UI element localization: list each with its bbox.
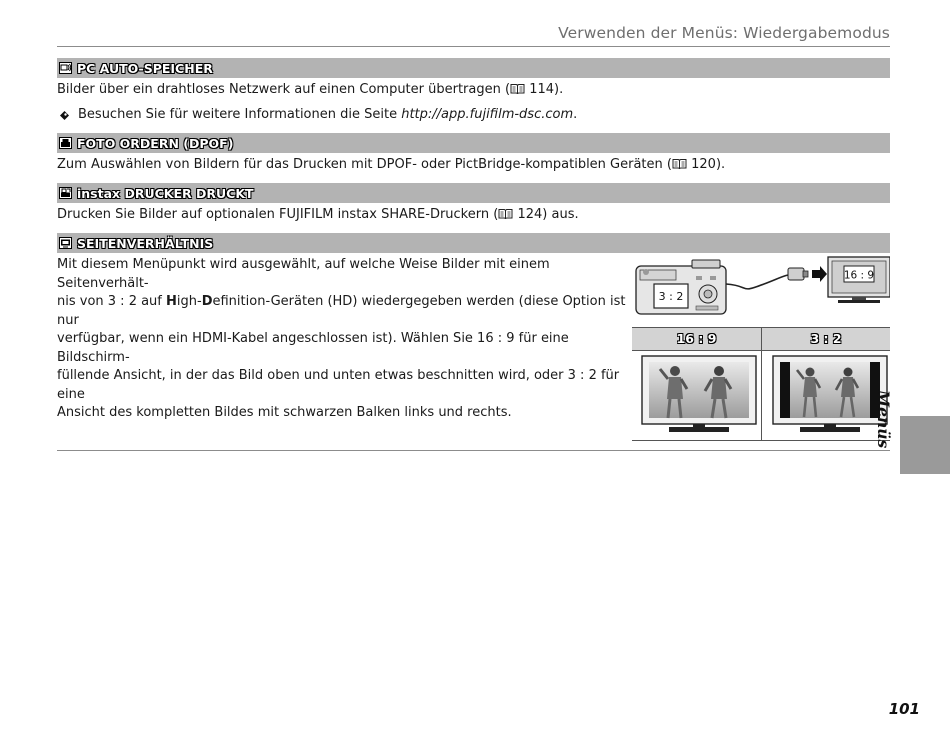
- book-reference-icon: [498, 208, 513, 220]
- header-rule: [57, 46, 890, 47]
- instax-printer-icon: [59, 187, 72, 199]
- tip-icon: [59, 110, 70, 121]
- tv-3-2-illustration: [772, 355, 888, 435]
- pc-auto-save-icon: [59, 62, 72, 74]
- hdmi-cable: [726, 274, 796, 289]
- section-heading-aspect-ratio: [57, 233, 890, 253]
- section-text: Zum Auswählen von Bildern für das Drucken mit DPOF- oder PictBridge-kompatiblen Geräten (: [57, 157, 672, 172]
- note-text: Besuchen Sie für weitere Informationen die Seite: [78, 107, 402, 122]
- paragraph-line: Mit diesem Menüpunkt wird ausgewählt, auf welche Weise Bilder mit einem Seitenverhält-: [57, 257, 550, 291]
- paragraph-line: [57, 293, 627, 330]
- tv-16-9-illustration: [641, 355, 757, 435]
- aspect-ratio-paragraph: [57, 256, 627, 423]
- side-tab: [900, 416, 950, 474]
- tv-screen-label: 16 : 9: [843, 269, 875, 282]
- aspect-ratio-icon: [59, 237, 72, 249]
- side-tab-label: Menüs: [874, 390, 893, 449]
- page-reference: 114: [529, 82, 555, 97]
- book-reference-icon: [510, 83, 525, 95]
- section-heading-pc-auto-save: [57, 58, 890, 78]
- paragraph-text: igh-: [176, 294, 202, 309]
- note-line: [57, 106, 577, 125]
- section-text: Bilder über ein drahtloses Netzwerk auf einen Computer übertragen (: [57, 82, 511, 97]
- section-end-rule: [57, 450, 890, 451]
- section-title: SEITENVERHÄLTNIS: [77, 235, 214, 251]
- arrow-right-icon: [812, 266, 827, 282]
- paragraph-line: verfügbar, wenn ein HDMI-Kabel angeschlossen ist). Wählen Sie 16 : 9 für eine Bildschirm-: [57, 331, 569, 365]
- page-number: 101: [888, 700, 920, 718]
- hdmi-plug: [788, 268, 804, 280]
- section-text: Drucken Sie Bilder auf optionalen FUJIFILM instax SHARE-Druckern (: [57, 207, 499, 222]
- page-reference: 124: [517, 207, 543, 222]
- page-reference: 120: [691, 157, 716, 172]
- section-title: PC AUTO-SPEICHER: [77, 60, 213, 76]
- section-heading-print-order: [57, 133, 890, 153]
- section-text-end: ).: [715, 157, 726, 172]
- paragraph-emphasis: H: [166, 294, 177, 309]
- print-order-icon: [59, 137, 72, 149]
- paragraph-line: Ansicht des kompletten Bildes mit schwarzen Balken links und rechts.: [57, 405, 512, 420]
- aspect-ratio-figure: [632, 254, 890, 442]
- column-header-16-9: 16 : 9: [676, 331, 717, 346]
- camera-hdmi-tv-illustration: [632, 254, 890, 326]
- paragraph-emphasis: D: [201, 294, 213, 309]
- paragraph-line: füllende Ansicht, in der das Bild oben und unten etwas beschnitten wird, oder 3 : 2 für eine: [57, 368, 620, 402]
- section-text-end: ).: [554, 82, 564, 97]
- section-heading-instax-printer: [57, 183, 890, 203]
- section-title-prefix: instax: [77, 185, 121, 201]
- page-header-title: Verwenden der Menüs: Wiedergabemodus: [558, 24, 890, 42]
- section-body-instax-printer: [57, 206, 579, 225]
- note-url: http://app.fujifilm-dsc.com: [401, 107, 574, 122]
- table-bottom-rule: [632, 440, 890, 441]
- camera-icon: [636, 260, 726, 314]
- paragraph-text: nis von 3 : 2 auf: [57, 294, 167, 309]
- note-end: .: [573, 107, 578, 122]
- column-header-3-2: 3 : 2: [810, 331, 842, 346]
- section-title: DRUCKER DRUCKT: [124, 185, 254, 201]
- section-body-pc-auto-save: [57, 81, 563, 100]
- camera-screen-label: 3 : 2: [658, 290, 684, 303]
- section-text-end: ) aus.: [542, 207, 579, 222]
- section-body-print-order: [57, 156, 725, 175]
- section-title: FOTO ORDERN (DPOF): [77, 135, 234, 151]
- table-divider: [761, 327, 762, 441]
- book-reference-icon: [672, 158, 687, 170]
- paragraph-text: efinition-Geräten (HD) wiedergegeben werden (diese Option ist nur: [57, 294, 626, 328]
